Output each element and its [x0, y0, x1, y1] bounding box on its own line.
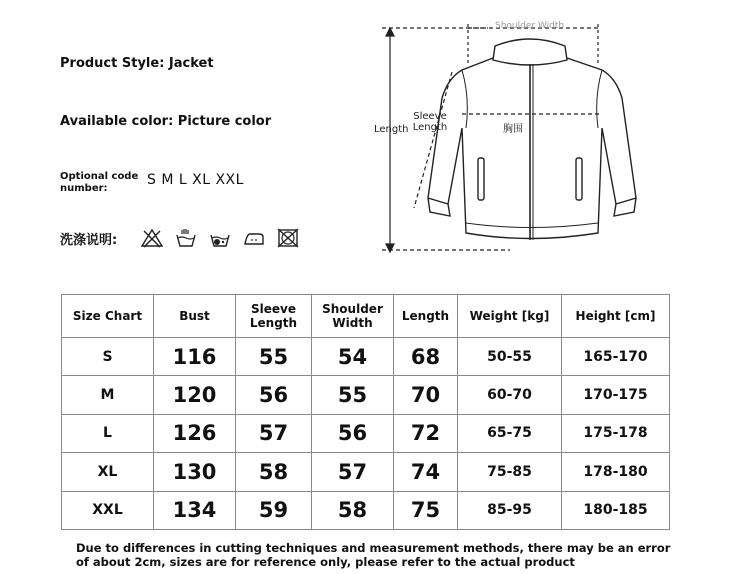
header-bust: Bust: [154, 295, 236, 338]
cell-size: XXL: [62, 491, 154, 529]
cell-bust: 134: [154, 491, 236, 529]
length-label: Length: [374, 124, 409, 135]
cell-weight: 75-85: [458, 453, 562, 491]
header-shoulder-width: Shoulder Width: [312, 295, 394, 338]
no-bleach-icon: [140, 228, 164, 248]
cell-shoulder: 57: [312, 453, 394, 491]
cell-shoulder: 55: [312, 376, 394, 414]
cell-bust: 120: [154, 376, 236, 414]
cell-length: 70: [394, 376, 458, 414]
cell-weight: 60-70: [458, 376, 562, 414]
cell-bust: 130: [154, 453, 236, 491]
iron-icon: [242, 228, 266, 248]
table-row: [62, 338, 670, 376]
cell-sleeve: 57: [236, 414, 312, 452]
cell-size: M: [62, 376, 154, 414]
shoulder-width-label: Shoulder Width: [495, 21, 565, 31]
jacket-diagram: [370, 18, 660, 258]
header-weight: Weight [kg]: [458, 295, 562, 338]
cell-shoulder: 58: [312, 491, 394, 529]
cell-weight: 85-95: [458, 491, 562, 529]
cell-size: L: [62, 414, 154, 452]
wash-temperature-icon: [208, 228, 232, 248]
cell-shoulder: 56: [312, 414, 394, 452]
optional-code-label: Optional code number:: [60, 171, 139, 194]
header-length: Length: [394, 295, 458, 338]
table-row: [62, 376, 670, 414]
cell-bust: 126: [154, 414, 236, 452]
care-icons: [140, 228, 300, 248]
cell-length: 75: [394, 491, 458, 529]
cell-weight: 50-55: [458, 338, 562, 376]
cell-length: 74: [394, 453, 458, 491]
header-height: Height [cm]: [562, 295, 670, 338]
available-color: Available color: Picture color: [60, 114, 272, 129]
cell-sleeve: 59: [236, 491, 312, 529]
care-instructions-label: 洗涤说明:: [60, 233, 118, 248]
cell-shoulder: 54: [312, 338, 394, 376]
cell-length: 72: [394, 414, 458, 452]
cell-height: 175-178: [562, 414, 670, 452]
header-size-chart: Size Chart: [62, 295, 154, 338]
cell-size: XL: [62, 453, 154, 491]
cell-size: S: [62, 338, 154, 376]
bust-label: 胸围: [503, 124, 523, 135]
table-header-row: [62, 295, 670, 338]
cell-sleeve: 58: [236, 453, 312, 491]
cell-height: 180-185: [562, 491, 670, 529]
no-tumble-dry-icon: [276, 228, 300, 248]
size-note: Due to differences in cutting techniques and measurement methods, there may be an error of about 2cm, sizes are for reference only, please refer to the actual product: [76, 541, 671, 569]
cell-weight: 65-75: [458, 414, 562, 452]
cell-sleeve: 55: [236, 338, 312, 376]
jacket-outline-icon: [370, 18, 660, 258]
product-style: Product Style: Jacket: [60, 56, 214, 71]
cell-bust: 116: [154, 338, 236, 376]
cell-sleeve: 56: [236, 376, 312, 414]
cell-length: 68: [394, 338, 458, 376]
table-row: [62, 453, 670, 491]
hand-wash-icon: [174, 228, 198, 248]
cell-height: 170-175: [562, 376, 670, 414]
cell-height: 165-170: [562, 338, 670, 376]
size-options: S M L XL XXL: [147, 172, 244, 188]
table-row: [62, 491, 670, 529]
size-chart-table: [61, 294, 670, 530]
header-sleeve-length: Sleeve Length: [236, 295, 312, 338]
sleeve-length-label: Sleeve Length: [412, 111, 448, 133]
table-row: [62, 414, 670, 452]
cell-height: 178-180: [562, 453, 670, 491]
